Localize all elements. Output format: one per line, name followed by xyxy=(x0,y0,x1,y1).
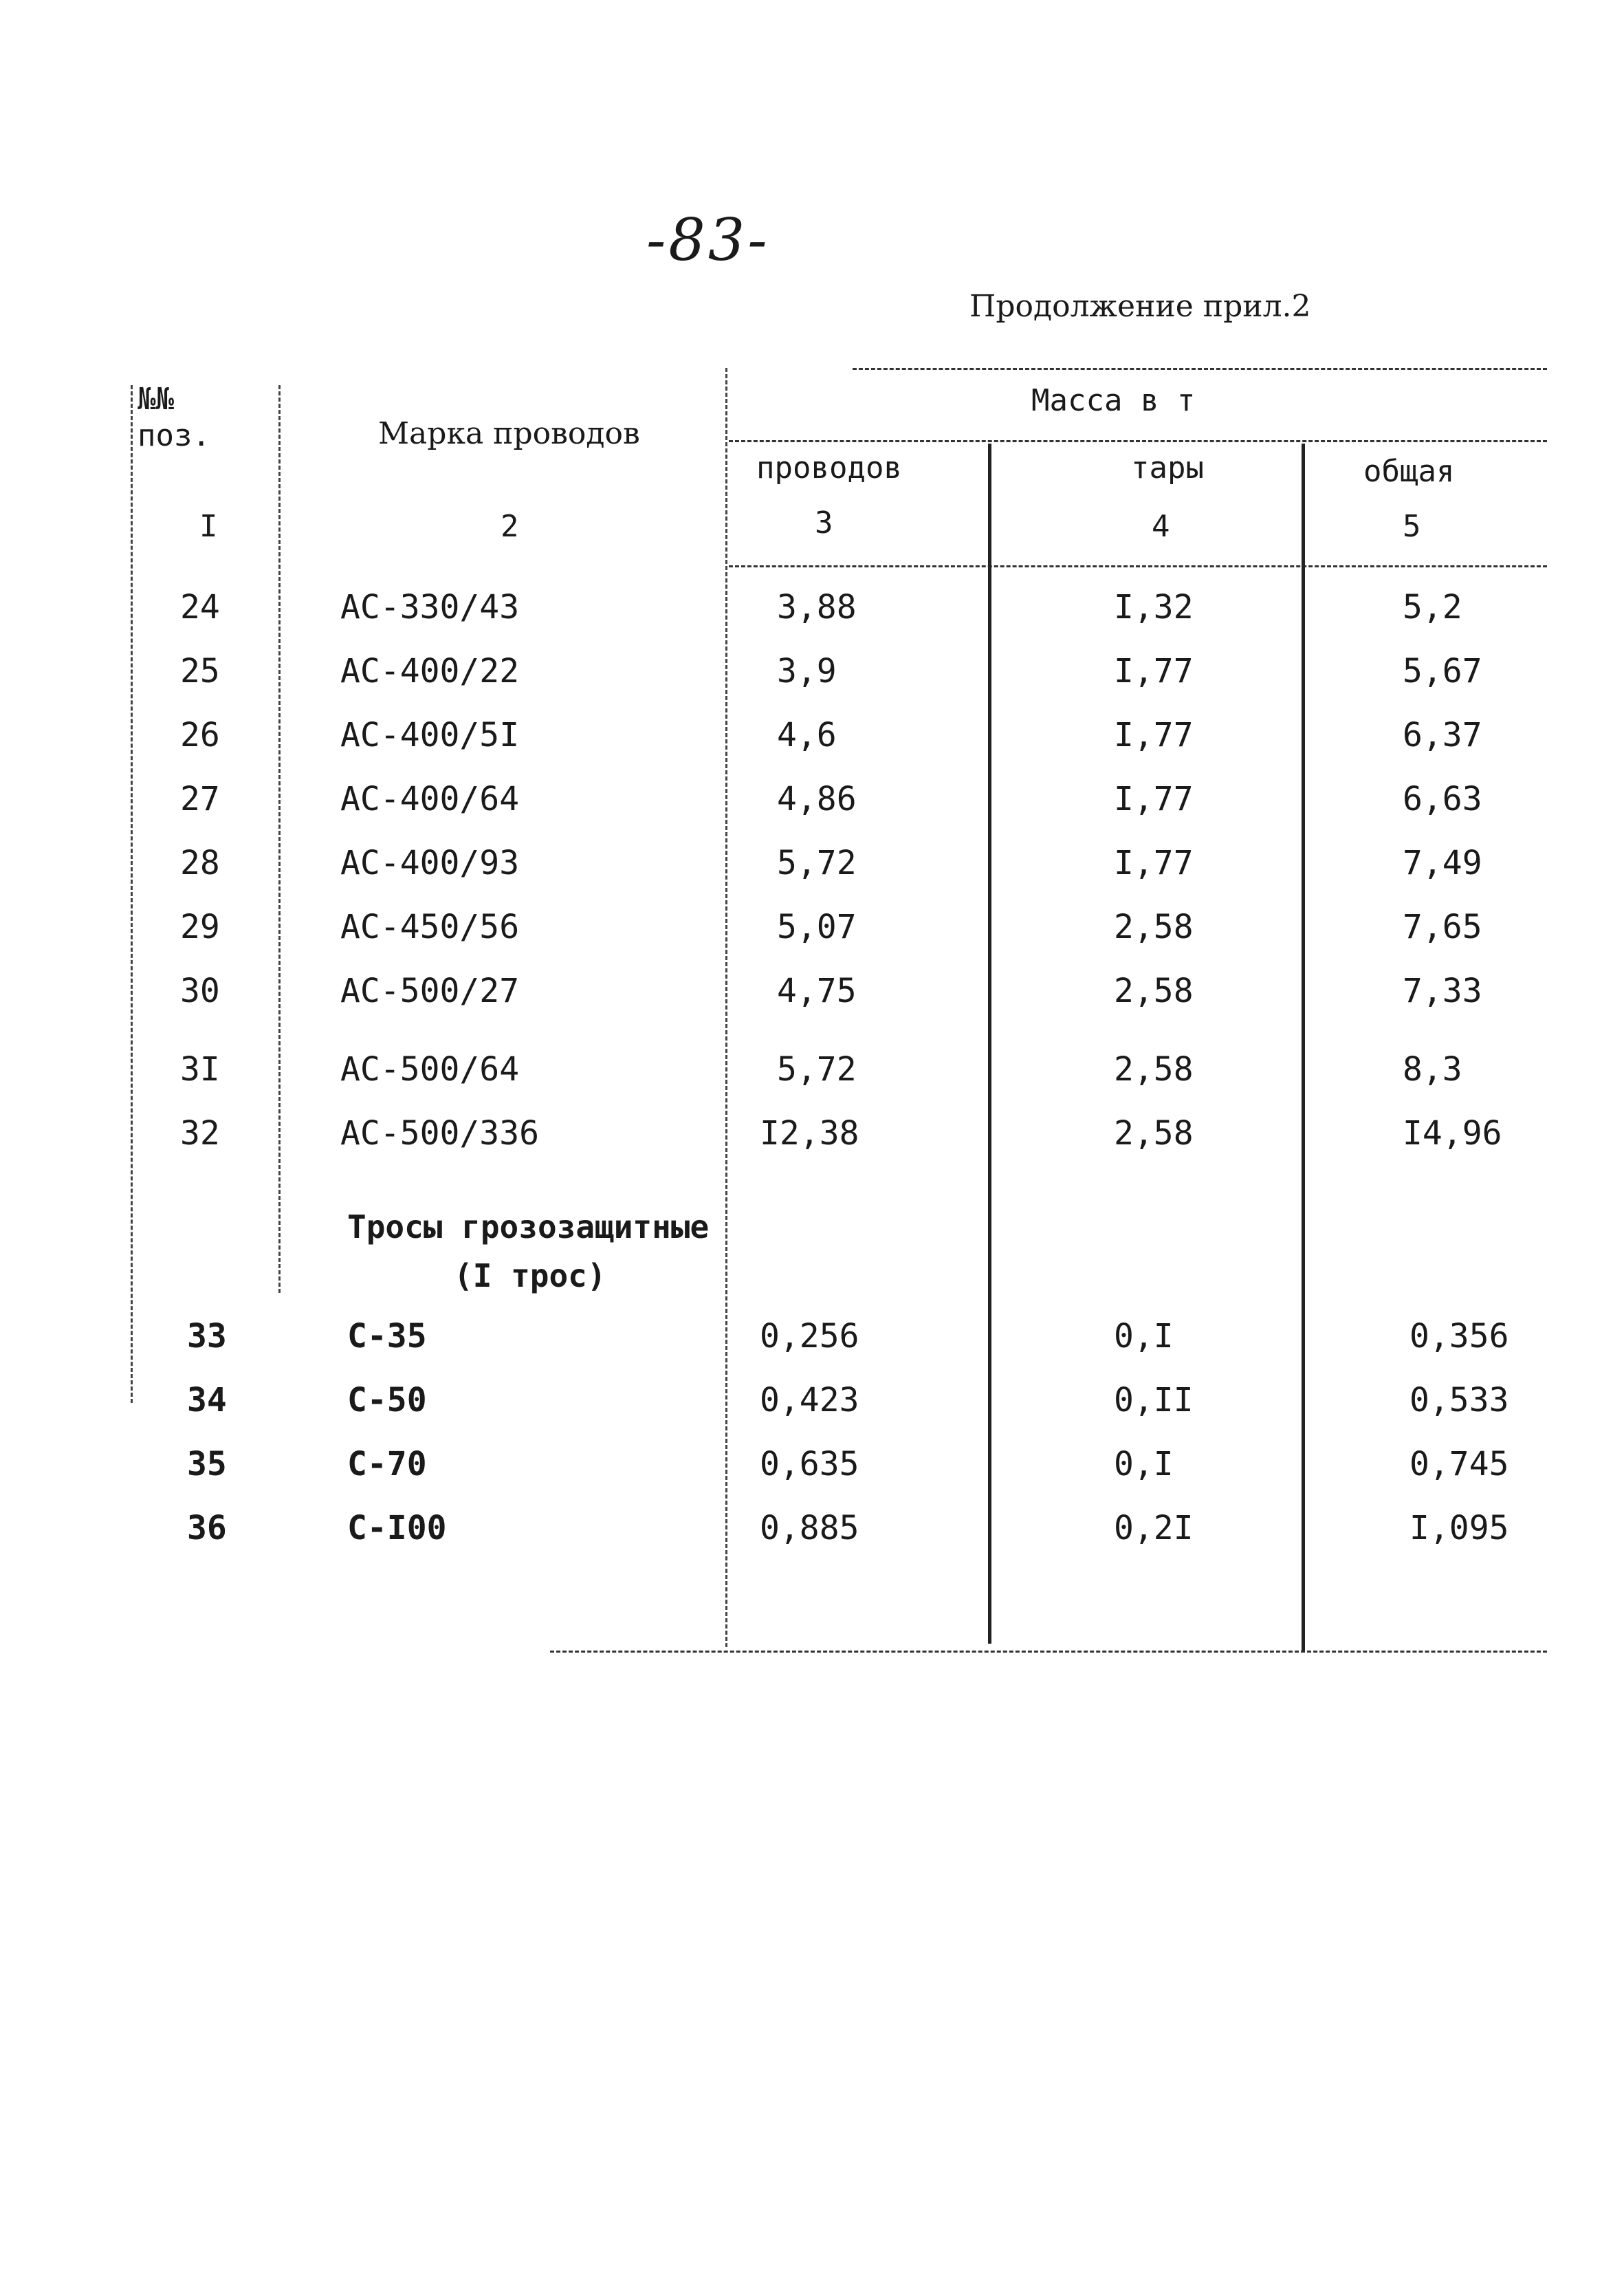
section-title-line2: (I трос) xyxy=(454,1257,606,1294)
continuation-note: Продолжение прил.2 xyxy=(969,289,1311,324)
column-number-3: 3 xyxy=(815,505,833,541)
tare-cell: I,32 xyxy=(1114,588,1194,627)
pos-cell: 35 xyxy=(187,1445,227,1483)
pos-cell: 28 xyxy=(180,844,220,882)
column-divider-2 xyxy=(278,385,281,1293)
brand-cell: АС-400/93 xyxy=(340,844,520,882)
total-cell: 7,65 xyxy=(1403,908,1482,946)
tare-cell: 0,II xyxy=(1114,1381,1194,1419)
header-pos-line2: поз. xyxy=(138,418,210,453)
pos-cell: 27 xyxy=(180,780,220,818)
pos-cell: 29 xyxy=(180,908,220,946)
brand-cell: АС-400/5I xyxy=(340,716,520,754)
pos-cell: 30 xyxy=(180,972,220,1010)
brand-cell: АС-500/64 xyxy=(340,1050,520,1089)
wires-cell: 4,86 xyxy=(777,780,857,818)
pos-cell: 32 xyxy=(180,1114,220,1153)
brand-cell: С-50 xyxy=(347,1381,427,1419)
column-divider-3 xyxy=(725,368,727,1647)
wires-cell: 0,635 xyxy=(760,1445,859,1483)
brand-cell: АС-400/64 xyxy=(340,780,520,818)
column-divider-1 xyxy=(131,385,133,1403)
wires-cell: 3,88 xyxy=(777,588,857,627)
pos-cell: 33 xyxy=(187,1317,227,1356)
wires-cell: 5,72 xyxy=(777,1050,857,1089)
wires-cell: 0,256 xyxy=(760,1317,859,1356)
brand-cell: С-35 xyxy=(347,1317,427,1356)
total-cell: 6,63 xyxy=(1403,780,1482,818)
brand-cell: С-I00 xyxy=(347,1509,447,1547)
wires-cell: 5,07 xyxy=(777,908,857,946)
column-number-5: 5 xyxy=(1403,509,1421,544)
total-cell: 5,2 xyxy=(1403,588,1462,627)
pos-cell: 3I xyxy=(180,1050,220,1089)
header-pos-line1: №№ xyxy=(138,382,174,417)
page-number: -83- xyxy=(646,206,770,274)
wires-cell: 5,72 xyxy=(777,844,857,882)
header-bottom-rule xyxy=(729,565,1547,567)
wires-cell: 4,75 xyxy=(777,972,857,1010)
wires-cell: 4,6 xyxy=(777,716,837,754)
tare-cell: 0,I xyxy=(1114,1317,1174,1356)
tare-cell: 2,58 xyxy=(1114,1050,1194,1089)
tare-cell: I,77 xyxy=(1114,716,1194,754)
tare-cell: I,77 xyxy=(1114,844,1194,882)
total-cell: 7,49 xyxy=(1403,844,1482,882)
total-cell: 0,533 xyxy=(1409,1381,1509,1419)
tare-cell: 0,2I xyxy=(1114,1509,1194,1547)
tare-cell: 2,58 xyxy=(1114,908,1194,946)
wires-cell: 0,885 xyxy=(760,1509,859,1547)
tare-cell: I,77 xyxy=(1114,652,1194,690)
wires-cell: 0,423 xyxy=(760,1381,859,1419)
brand-cell: АС-500/27 xyxy=(340,972,520,1010)
brand-cell: АС-330/43 xyxy=(340,588,520,627)
table-top-rule xyxy=(853,368,1547,370)
wires-cell: 3,9 xyxy=(777,652,837,690)
table-bottom-rule xyxy=(550,1651,1547,1653)
section-title-line1: Тросы грозозащитные xyxy=(347,1208,710,1245)
tare-cell: 0,I xyxy=(1114,1445,1174,1483)
total-cell: I,095 xyxy=(1409,1509,1509,1547)
total-cell: 5,67 xyxy=(1403,652,1482,690)
header-wires: проводов xyxy=(756,450,902,486)
column-number-4: 4 xyxy=(1152,509,1170,544)
tare-cell: I,77 xyxy=(1114,780,1194,818)
brand-cell: АС-450/56 xyxy=(340,908,520,946)
pos-cell: 24 xyxy=(180,588,220,627)
brand-cell: АС-400/22 xyxy=(340,652,520,690)
pos-cell: 26 xyxy=(180,716,220,754)
total-cell: 8,3 xyxy=(1403,1050,1462,1089)
total-cell: 7,33 xyxy=(1403,972,1482,1010)
total-cell: 0,745 xyxy=(1409,1445,1509,1483)
total-cell: 6,37 xyxy=(1403,716,1482,754)
header-brand: Марка проводов xyxy=(378,416,640,451)
header-mass-group: Масса в т xyxy=(1031,383,1196,418)
column-divider-4 xyxy=(988,444,991,1644)
column-divider-5 xyxy=(1302,444,1305,1651)
tare-cell: 2,58 xyxy=(1114,972,1194,1010)
wires-cell: I2,38 xyxy=(760,1114,859,1153)
total-cell: 0,356 xyxy=(1409,1317,1509,1356)
total-cell: I4,96 xyxy=(1403,1114,1502,1153)
brand-cell: С-70 xyxy=(347,1445,427,1483)
pos-cell: 36 xyxy=(187,1509,227,1547)
column-number-2: 2 xyxy=(501,509,519,544)
brand-cell: АС-500/336 xyxy=(340,1114,539,1153)
pos-cell: 34 xyxy=(187,1381,227,1419)
pos-cell: 25 xyxy=(180,652,220,690)
header-tare: тары xyxy=(1131,450,1204,486)
header-total: общая xyxy=(1363,454,1455,489)
column-number-1: I xyxy=(199,509,218,544)
subheader-rule xyxy=(729,440,1547,442)
tare-cell: 2,58 xyxy=(1114,1114,1194,1153)
